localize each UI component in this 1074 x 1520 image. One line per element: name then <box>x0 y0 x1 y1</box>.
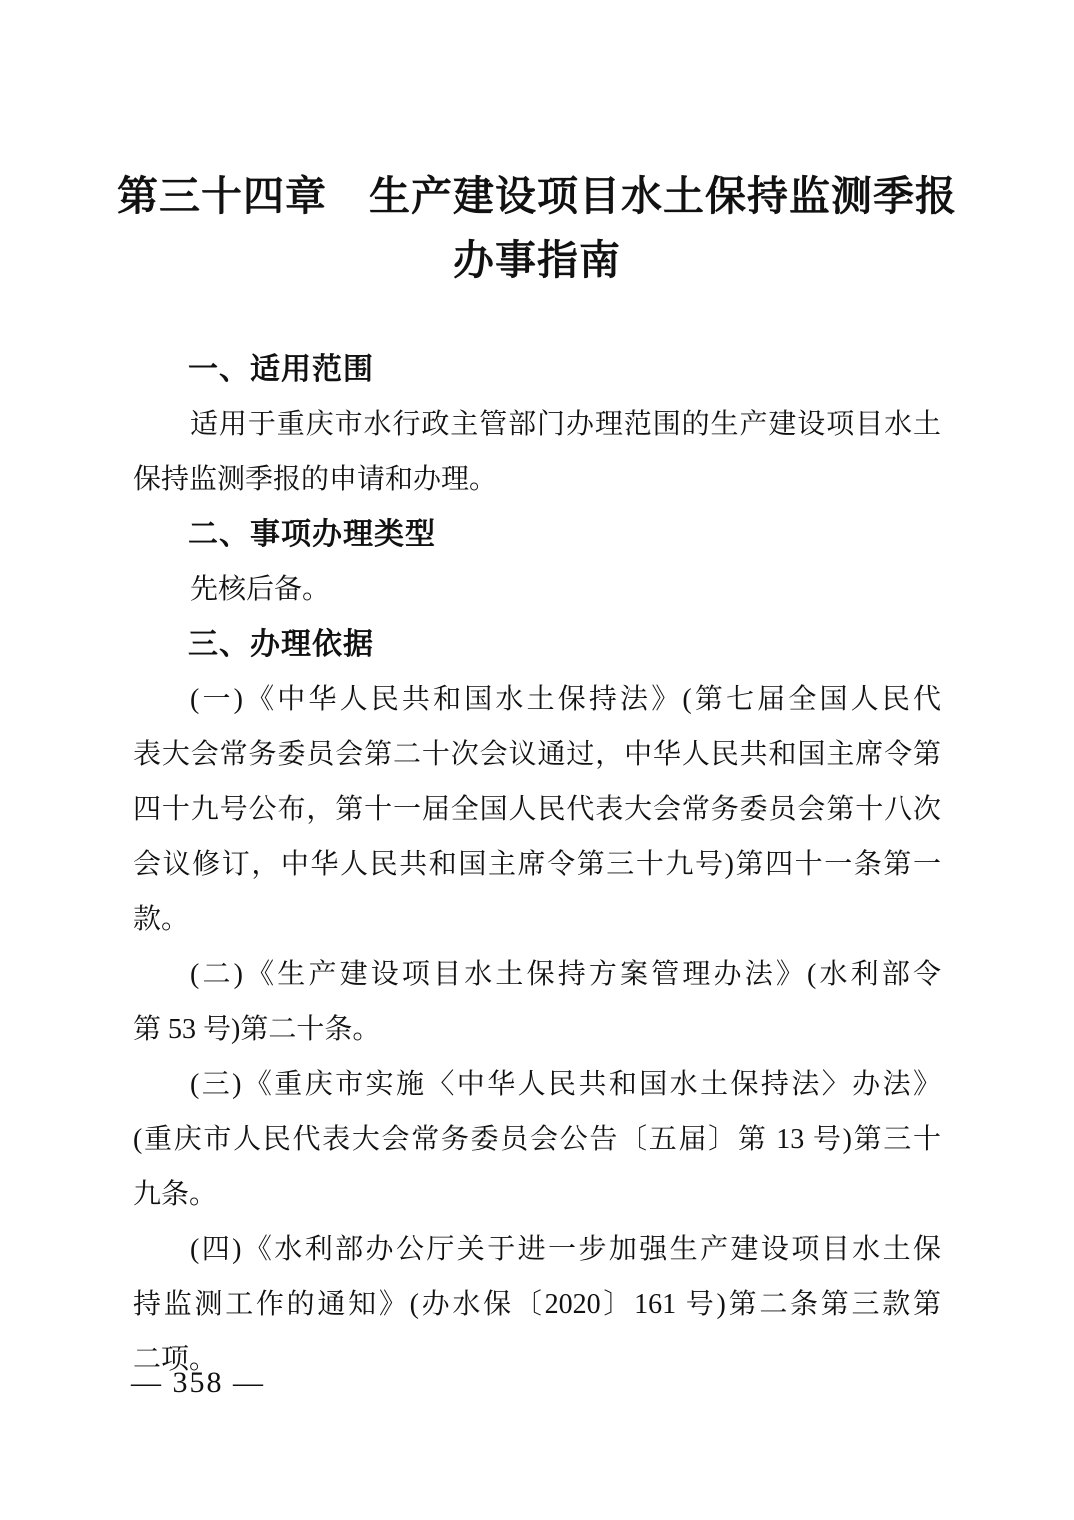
paragraph-line: 适用于重庆市水行政主管部门办理范围的生产建设项目水土 <box>190 409 941 440</box>
paragraph-line: (重庆市人民代表大会常务委员会公告〔五届〕第 13 号)第三十 <box>133 1124 941 1155</box>
page-number: — 358 — <box>131 1366 265 1399</box>
paragraph-line: (一)《中华人民共和国水土保持法》(第七届全国人民代 <box>190 684 941 715</box>
paragraph-line: 持监测工作的通知》(办水保〔2020〕161 号)第二条第三款第 <box>133 1289 941 1320</box>
paragraph-line: 保持监测季报的申请和办理。 <box>133 464 498 495</box>
section-heading-legal-basis: 三、办理依据 <box>188 628 374 661</box>
paragraph-line: 四十九号公布，第十一届全国人民代表大会常务委员会第十八次 <box>133 794 941 825</box>
paragraph-line: (三)《重庆市实施〈中华人民共和国水土保持法〉办法》 <box>190 1069 941 1100</box>
chapter-title-line-2: 办事指南 <box>453 237 621 283</box>
paragraph-line: (二)《生产建设项目水土保持方案管理办法》(水利部令 <box>190 959 941 990</box>
section-heading-applicable-scope: 一、适用范围 <box>188 353 374 386</box>
chapter-title-line-1: 第三十四章 生产建设项目水土保持监测季报 <box>117 173 957 219</box>
paragraph-line: 先核后备。 <box>190 574 331 605</box>
paragraph-line: 会议修订，中华人民共和国主席令第三十九号)第四十一条第一 <box>133 849 941 880</box>
paragraph-line: 二项。 <box>133 1344 218 1375</box>
paragraph-line: 第 53 号)第二十条。 <box>133 1014 381 1045</box>
paragraph-line: 表大会常务委员会第二十次会议通过，中华人民共和国主席令第 <box>133 739 941 770</box>
chapter-title <box>0 0 1074 292</box>
paragraph-line: 九条。 <box>133 1179 218 1210</box>
paragraph-line: 款。 <box>133 904 190 935</box>
document-body <box>133 342 941 1387</box>
paragraph-line: (四)《水利部办公厅关于进一步加强生产建设项目水土保 <box>190 1234 941 1265</box>
section-heading-handling-type: 二、事项办理类型 <box>188 518 436 551</box>
